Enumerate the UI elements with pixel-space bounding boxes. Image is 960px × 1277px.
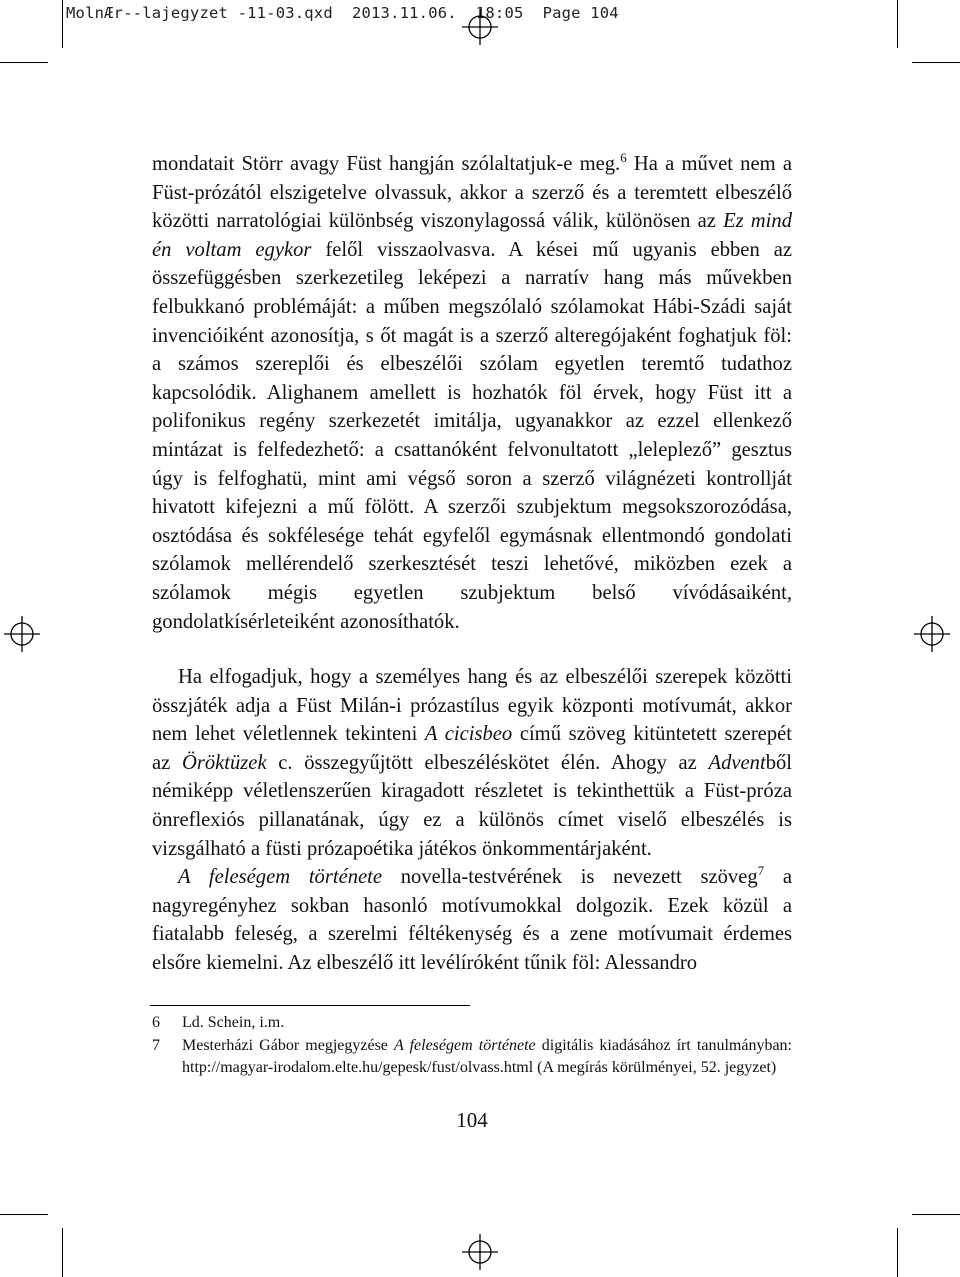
registration-mark-icon [462, 1234, 498, 1270]
registration-mark-icon [914, 616, 950, 652]
crop-mark [897, 0, 898, 48]
text-run: Mesterházi Gábor megjegyzése [182, 1037, 394, 1054]
crop-mark [912, 62, 960, 63]
paragraph [152, 150, 792, 636]
text-run: ből némiképp véletlenszerűen kiragadott részletet is tekinthettük a Füst-próza önreflexiós pillanatának, úgy ez a különös címet viselő elbeszélés is vizsgálható a füsti prózapoétika játékos önkommentárjaként. [152, 751, 793, 860]
italic-title: A cicisbeo [424, 723, 513, 746]
crop-mark [912, 1214, 960, 1215]
footnote-number: 7 [152, 1037, 160, 1054]
italic-title: A feleségem története [394, 1037, 536, 1054]
text-run: című szöveg kitüntetett szerepét az [152, 723, 792, 774]
text-run: c. összegyűjtött elbeszéléskötet élén. Ahogy az [266, 751, 709, 774]
registration-mark-icon [462, 9, 498, 45]
italic-title: Advent [708, 751, 766, 774]
text-run: Ld. Schein, i.m. [182, 1014, 285, 1031]
footnote-separator [150, 1005, 470, 1006]
crop-mark [62, 0, 63, 48]
footnote-number: 6 [152, 1014, 160, 1031]
text-run: felől visszaolvasva. A kései mű ugyanis ebben az összefüggésben szerkezetileg leképezi a narratív hang más művekben felbukkanó problémáját: a műben megszólaló szólamokat Hábi-Szádi saját invencióiként azonosítja, s őt magát is a szerző alteregójaként foghatjuk föl: a számos szereplői és elbeszélői szólam egyetlen teremtő tudathoz kapcsolódik. Alighanem amellett is hozhatók föl érvek, hogy Füst itt a polifonikus regény szerkezetét imitálja, ugyanakkor az ezzel ellenkező mintázat is felfedezhető: a csattanóként felvonultatott „leleplező” gesztus úgy is felfoghatü, mint ami végső soron a szerző világnézeti kontrollját hivatott kifejezni a mű fölött. A szerzői szubjektum megsokszorozódása, osztódása és sokfélesége tehát egyfelől egymásnak ellentmondó gondolati szólamok mellérendelő szerkesztését teszi lehetővé, miközben ezek a szólamok mégis egyetlen szubjektum belső vívódásaiként, gondolatkísérleteiként azonosíthatók. [152, 238, 792, 633]
paragraph [152, 663, 792, 863]
crop-mark [62, 1228, 63, 1277]
file-slug: MolnÆr--lajegyzet -11-03.qxd 2013.11.06. 18:05 Page 104 [66, 4, 619, 22]
paragraph [152, 863, 792, 977]
italic-title: A feleségem története [178, 866, 383, 889]
italic-title: Ez mind én voltam egykor [152, 210, 792, 261]
text-run: a nagyregényhez sokban hasonló motívumokkal dolgozik. Ezek közül a fiatalabb feleség, a szerelmi féltékenység és a zene motívumait érdemes elsőre kiemelni. Az elbeszélő itt levélíróként tűnik föl: Alessandro [152, 866, 793, 975]
text-run: mondatait Störr avagy Füst hangján szólaltatjuk-e meg. [152, 153, 621, 175]
footnote-ref: 7 [757, 863, 765, 879]
footnote-ref: 6 [620, 150, 627, 166]
crop-mark [0, 62, 48, 63]
footnote [152, 1012, 792, 1034]
page-number: 104 [456, 1108, 488, 1132]
italic-title: Öröktüzek [181, 751, 267, 774]
text-run: Ha a művet nem a Füst-prózától elszigetelve olvassuk, akkor a szerző és a teremtett elbeszélő közötti narratológiai különbség viszonylagossá válik, különösen az [152, 153, 792, 233]
text-run: digitális kiadásához írt tanulmányban: http://magyar-irodalom.elte.hu/gepesk/fust/olvass.html (A megírás körülményei, 52. jegyzet) [182, 1037, 792, 1076]
footnotes [152, 1012, 792, 1080]
body-text [152, 150, 792, 978]
text-run: Ha elfogadjuk, hogy a személyes hang és az elbeszélői szerepek közötti összjáték adja a Füst Milán-i prózastílus egyik központi motívumát, akkor nem lehet véletlennek tekinteni [152, 666, 792, 746]
text-run: novella-testvérének is nevezett szöveg [382, 866, 758, 889]
crop-mark [897, 1228, 898, 1277]
footnote-text [182, 1035, 792, 1079]
footnote-text [182, 1012, 792, 1034]
registration-mark-icon [4, 616, 40, 652]
footnote [152, 1035, 792, 1079]
crop-mark [0, 1214, 48, 1215]
